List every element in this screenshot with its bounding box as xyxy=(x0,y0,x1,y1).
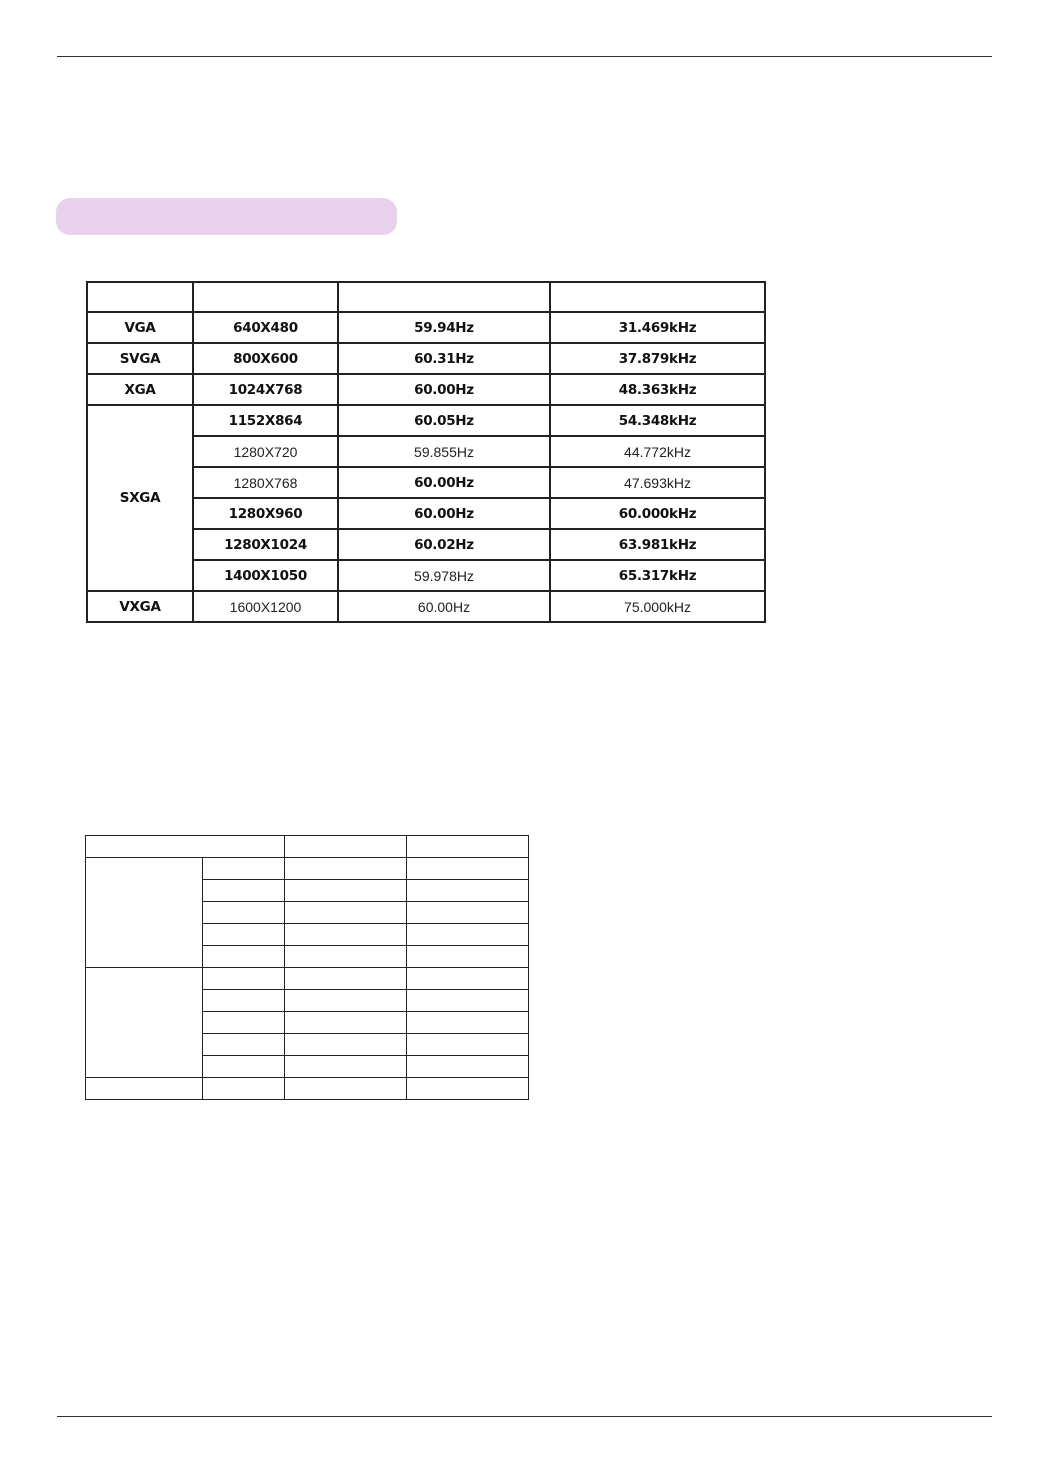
horizontal-frequency-cell: 63.981kHz xyxy=(550,529,765,560)
horizontal-frequency-cell: 47.693kHz xyxy=(550,467,765,498)
horizontal-frequency-cell: 44.772kHz xyxy=(550,436,765,467)
timing-row xyxy=(87,312,765,343)
horizontal-frequency-cell: 37.879kHz xyxy=(550,343,765,374)
resolution-cell: 1280X1024 xyxy=(193,529,338,560)
resolution-cell: 1280X768 xyxy=(193,467,338,498)
resolution-cell: 1400X1050 xyxy=(193,560,338,591)
horizontal-frequency-cell: 65.317kHz xyxy=(550,560,765,591)
header-mode xyxy=(87,282,193,312)
table-cell xyxy=(203,858,285,880)
table-cell xyxy=(86,968,203,1078)
table-cell xyxy=(203,880,285,902)
table-row xyxy=(86,858,529,880)
table-cell xyxy=(407,1056,529,1078)
vertical-frequency-cell: 59.978Hz xyxy=(338,560,550,591)
table-cell xyxy=(407,968,529,990)
table-cell xyxy=(285,858,407,880)
table-cell xyxy=(285,1056,407,1078)
mode-cell: VGA xyxy=(87,312,193,343)
timing-row xyxy=(87,591,765,622)
vertical-frequency-cell: 59.855Hz xyxy=(338,436,550,467)
resolution-cell: 1152X864 xyxy=(193,405,338,436)
mode-cell: SXGA xyxy=(87,405,193,591)
vertical-frequency-cell: 60.00Hz xyxy=(338,467,550,498)
section-heading-pill xyxy=(56,198,397,235)
mode-cell: XGA xyxy=(87,374,193,405)
table-cell xyxy=(86,858,203,968)
vertical-frequency-cell: 60.31Hz xyxy=(338,343,550,374)
resolution-cell: 1600X1200 xyxy=(193,591,338,622)
header-horizontal-frequency xyxy=(550,282,765,312)
table-cell xyxy=(407,836,529,858)
resolution-cell: 800X600 xyxy=(193,343,338,374)
table-cell xyxy=(86,836,285,858)
timing-row xyxy=(87,374,765,405)
table-cell xyxy=(203,1078,285,1100)
table-cell xyxy=(285,1078,407,1100)
table-cell xyxy=(285,1034,407,1056)
table-cell xyxy=(203,946,285,968)
horizontal-frequency-cell: 54.348kHz xyxy=(550,405,765,436)
bottom-rule xyxy=(57,1416,992,1417)
vertical-frequency-cell: 60.00Hz xyxy=(338,374,550,405)
table-cell xyxy=(285,880,407,902)
horizontal-frequency-cell: 60.000kHz xyxy=(550,498,765,529)
vertical-frequency-cell: 59.94Hz xyxy=(338,312,550,343)
table-cell xyxy=(203,1034,285,1056)
table-cell xyxy=(407,946,529,968)
table-cell xyxy=(285,968,407,990)
resolution-cell: 1280X960 xyxy=(193,498,338,529)
vertical-frequency-cell: 60.02Hz xyxy=(338,529,550,560)
table-cell xyxy=(407,1012,529,1034)
resolution-cell: 640X480 xyxy=(193,312,338,343)
vertical-frequency-cell: 60.00Hz xyxy=(338,591,550,622)
table-cell xyxy=(407,1034,529,1056)
table-row xyxy=(86,836,529,858)
table-cell xyxy=(203,968,285,990)
table-row xyxy=(86,1078,529,1100)
mode-cell: VXGA xyxy=(87,591,193,622)
pc-timing-table xyxy=(86,281,766,623)
blank-grid-table xyxy=(85,835,529,1100)
timing-row xyxy=(87,405,765,436)
table-cell xyxy=(407,902,529,924)
timing-row xyxy=(87,343,765,374)
horizontal-frequency-cell: 48.363kHz xyxy=(550,374,765,405)
top-rule xyxy=(57,56,992,57)
table-cell xyxy=(86,1078,203,1100)
table-cell xyxy=(285,946,407,968)
table-cell xyxy=(285,902,407,924)
table-cell xyxy=(285,836,407,858)
table-cell xyxy=(407,990,529,1012)
timing-header-row xyxy=(87,282,765,312)
table-row xyxy=(86,968,529,990)
table-cell xyxy=(203,924,285,946)
table-cell xyxy=(407,1078,529,1100)
table-cell xyxy=(203,1056,285,1078)
header-vertical-frequency xyxy=(338,282,550,312)
table-cell xyxy=(203,1012,285,1034)
table-cell xyxy=(407,880,529,902)
table-cell xyxy=(203,990,285,1012)
table-cell xyxy=(285,924,407,946)
table-cell xyxy=(203,902,285,924)
table-cell xyxy=(407,858,529,880)
mode-cell: SVGA xyxy=(87,343,193,374)
resolution-cell: 1024X768 xyxy=(193,374,338,405)
vertical-frequency-cell: 60.00Hz xyxy=(338,498,550,529)
resolution-cell: 1280X720 xyxy=(193,436,338,467)
table-cell xyxy=(285,1012,407,1034)
vertical-frequency-cell: 60.05Hz xyxy=(338,405,550,436)
horizontal-frequency-cell: 75.000kHz xyxy=(550,591,765,622)
table-cell xyxy=(407,924,529,946)
header-resolution xyxy=(193,282,338,312)
table-cell xyxy=(285,990,407,1012)
horizontal-frequency-cell: 31.469kHz xyxy=(550,312,765,343)
